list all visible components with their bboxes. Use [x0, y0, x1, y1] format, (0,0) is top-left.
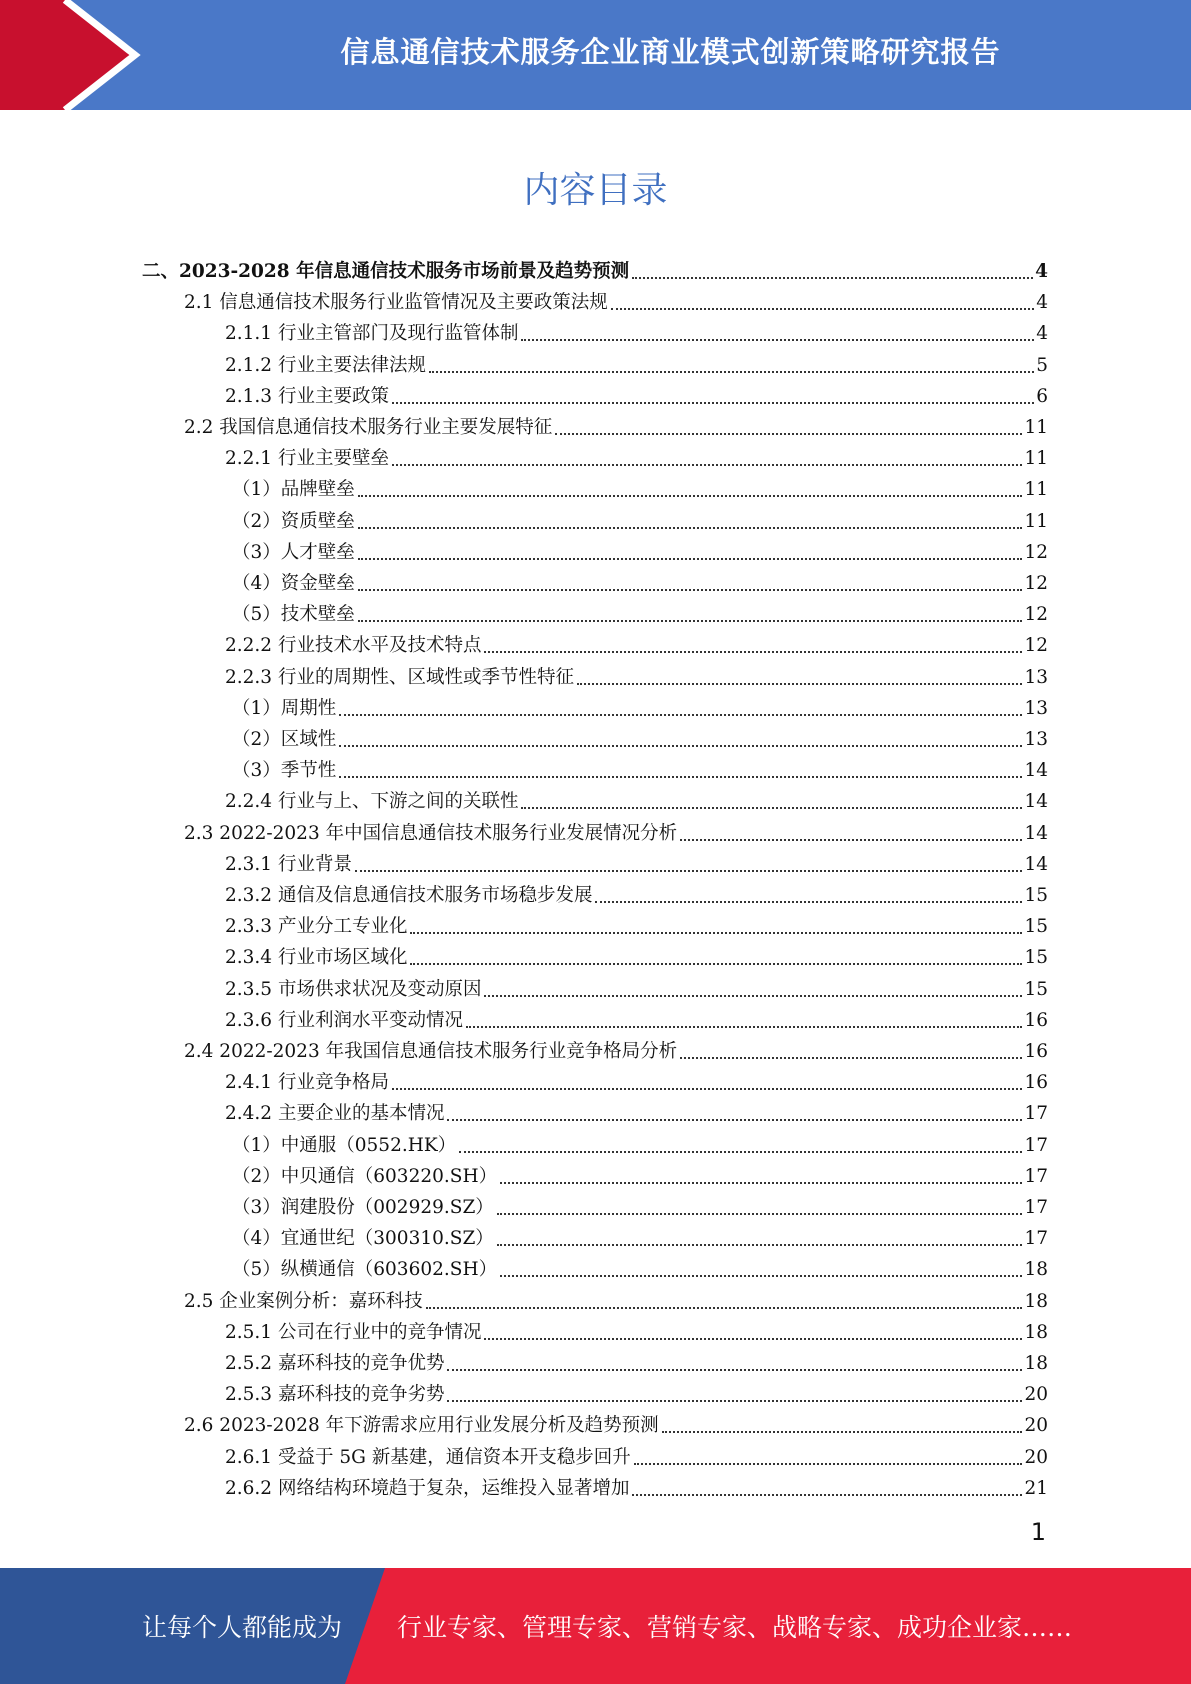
toc-entry-page: 13: [1024, 666, 1048, 688]
toc-entry-page: 15: [1024, 947, 1048, 969]
toc-entry[interactable]: [232, 472, 1048, 503]
toc-entry[interactable]: [232, 1221, 1048, 1252]
toc-dot-leader: [410, 932, 1022, 934]
toc-entry-page: 11: [1024, 479, 1048, 501]
toc-entry-label: （5）技术壁垒: [232, 604, 355, 626]
toc-entry-label: 2.3.5 市场供求状况及变动原因: [225, 978, 482, 1000]
toc-entry-label: （3）人才壁垒: [232, 541, 355, 563]
toc-entry-page: 11: [1024, 448, 1048, 470]
toc-dot-leader: [459, 1151, 1022, 1153]
toc-entry-label: （1）品牌壁垒: [232, 479, 355, 501]
toc-dot-leader: [447, 1119, 1022, 1121]
toc-entry[interactable]: [225, 847, 1048, 878]
toc-dot-leader: [632, 277, 1033, 279]
toc-dot-leader: [358, 620, 1023, 622]
toc-entry-page: 17: [1024, 1134, 1048, 1156]
report-title: 信息通信技术服务企业商业模式创新策略研究报告: [340, 34, 1001, 69]
toc-dot-leader: [497, 1244, 1023, 1246]
toc-entry-page: 15: [1024, 885, 1048, 906]
toc-entry[interactable]: [184, 1408, 1048, 1439]
toc-dot-leader: [497, 1213, 1023, 1215]
toc-dot-leader: [521, 807, 1022, 809]
toc-entry-page: 12: [1024, 541, 1048, 563]
toc-entry-page: 4: [1036, 323, 1048, 345]
toc-dot-leader: [595, 901, 1022, 903]
toc-entry-label: 2.3.3 产业分工专业化: [225, 916, 408, 938]
toc-entry-page: 18: [1024, 1321, 1048, 1343]
toc-entry-label: 2.1.3 行业主要政策: [225, 385, 389, 407]
toc-entry-label: （5）纵横通信（603602.SH）: [232, 1259, 498, 1281]
toc-entry-page: 18: [1024, 1290, 1048, 1312]
toc-entry[interactable]: [225, 628, 1048, 659]
toc-entry-page: 13: [1024, 697, 1048, 719]
toc-dot-leader: [392, 464, 1022, 466]
toc-entry[interactable]: [142, 254, 1048, 285]
toc-dot-leader: [426, 1307, 1023, 1309]
toc-entry-label: 2.3.4 行业市场区域化: [225, 947, 408, 969]
toc-entry[interactable]: [225, 660, 1048, 691]
toc-entry[interactable]: [232, 1159, 1048, 1190]
toc-entry[interactable]: [225, 1377, 1048, 1408]
toc-entry-page: 14: [1024, 822, 1048, 844]
toc-entry-label: （4）资金壁垒: [232, 573, 355, 594]
toc-entry-label: 2.2.4 行业与上、下游之间的关联性: [225, 791, 519, 813]
toc-entry-page: 21: [1024, 1477, 1048, 1499]
toc-entry-page: 17: [1024, 1197, 1048, 1218]
toc-entry[interactable]: [232, 566, 1048, 597]
toc-dot-leader: [484, 651, 1022, 653]
page-footer: [0, 1568, 1191, 1684]
toc-dot-leader: [358, 558, 1023, 560]
page-number: 1: [1030, 1518, 1046, 1546]
toc-entry[interactable]: [225, 878, 1048, 909]
footer-slogan-left: 让每个人都能成为: [142, 1613, 343, 1642]
toc-dot-leader: [484, 1338, 1022, 1340]
toc-entry-label: 2.2.2 行业技术水平及技术特点: [225, 635, 482, 657]
toc-dot-leader: [429, 371, 1034, 373]
toc-entry-page: 12: [1024, 604, 1048, 626]
toc-entry-label: 2.1 信息通信技术服务行业监管情况及主要政策法规: [184, 292, 608, 314]
toc-entry-label: 2.4.1 行业竞争格局: [225, 1072, 389, 1094]
toc-entry-page: 11: [1024, 510, 1048, 532]
toc-entry[interactable]: [225, 348, 1048, 379]
toc-entry[interactable]: [225, 972, 1048, 1003]
toc-entry-page: 11: [1024, 417, 1048, 438]
toc-entry-label: 2.1.2 行业主要法律法规: [225, 354, 426, 376]
toc-heading: 内容目录: [523, 170, 668, 211]
toc-entry[interactable]: [225, 1065, 1048, 1096]
toc-entry-label: 2.5.3 嘉环科技的竞争劣势: [225, 1384, 445, 1406]
toc-dot-leader: [662, 1431, 1023, 1433]
toc-entry[interactable]: [225, 940, 1048, 971]
toc-entry[interactable]: [225, 909, 1048, 940]
toc-dot-leader: [339, 745, 1022, 747]
toc-entry[interactable]: [225, 379, 1048, 410]
header-red-arrow-shape: [0, 0, 160, 110]
toc-dot-leader: [555, 433, 1022, 435]
toc-entry[interactable]: [184, 285, 1048, 316]
toc-entry-label: （3）季节性: [232, 760, 337, 782]
toc-dot-leader: [500, 1182, 1022, 1184]
toc-dot-leader: [447, 1369, 1022, 1371]
toc-entry-page: 20: [1024, 1415, 1048, 1437]
toc-entry[interactable]: [225, 1003, 1048, 1034]
toc-entry[interactable]: [225, 441, 1048, 472]
toc-dot-leader: [392, 402, 1034, 404]
toc-entry-page: 15: [1024, 916, 1048, 938]
toc-entry-label: 2.2.1 行业主要壁垒: [225, 448, 389, 470]
toc-entry[interactable]: [232, 1128, 1048, 1159]
toc-entry-label: 2.3 2022-2023 年中国信息通信技术服务行业发展情况分析: [184, 822, 678, 844]
toc-dot-leader: [447, 1400, 1022, 1402]
toc-entry-page: 18: [1024, 1259, 1048, 1281]
toc-entry[interactable]: [184, 816, 1048, 847]
toc-entry-page: 17: [1024, 1228, 1048, 1250]
toc-entry-page: 14: [1024, 760, 1048, 782]
toc-entry-label: 2.5 企业案例分析：嘉环科技: [184, 1290, 423, 1312]
toc-entry-page: 4: [1035, 261, 1048, 282]
toc-entry-label: 2.4.2 主要企业的基本情况: [225, 1103, 445, 1125]
toc-dot-leader: [392, 1088, 1022, 1090]
toc-entry-label: 2.4 2022-2023 年我国信息通信技术服务行业竞争格局分析: [184, 1041, 678, 1062]
toc-dot-leader: [358, 589, 1023, 591]
toc-entry-page: 4: [1036, 292, 1048, 314]
toc-entry[interactable]: [184, 1284, 1048, 1315]
toc-dot-leader: [355, 870, 1023, 872]
toc-entry[interactable]: [225, 1096, 1048, 1127]
toc-entry[interactable]: [184, 410, 1048, 441]
toc-entry-label: （2）区域性: [232, 729, 337, 750]
toc-entry-label: 2.3.1 行业背景: [225, 853, 352, 875]
toc-entry[interactable]: [232, 691, 1048, 722]
toc-entry-page: 14: [1024, 791, 1048, 813]
toc-entry-label: 2.1.1 行业主管部门及现行监管体制: [225, 323, 519, 345]
toc-entry-page: 20: [1024, 1446, 1048, 1468]
toc-entry[interactable]: [232, 1252, 1048, 1283]
toc-entry[interactable]: [225, 784, 1048, 815]
toc-entry-label: 2.6.2 网络结构环境趋于复杂，运维投入显著增加: [225, 1477, 630, 1499]
toc-entry-label: 2.3.6 行业利润水平变动情况: [225, 1009, 463, 1031]
toc-dot-leader: [500, 1275, 1022, 1277]
toc-dot-leader: [466, 1026, 1022, 1028]
toc-entry[interactable]: [225, 1346, 1048, 1377]
toc-entry-page: 12: [1024, 573, 1048, 594]
toc-dot-leader: [680, 839, 1022, 841]
toc-entry[interactable]: [225, 1471, 1048, 1502]
toc-entry-label: （4）宜通世纪（300310.SZ）: [232, 1228, 494, 1250]
page-header: [0, 0, 1191, 110]
toc-entry-label: （2）中贝通信（603220.SH）: [232, 1165, 498, 1187]
toc-entry-page: 13: [1024, 729, 1048, 750]
toc-entry-label: 2.3.2 通信及信息通信技术服务市场稳步发展: [225, 885, 593, 906]
toc-entry-label: 2.6.1 受益于 5G 新基建，通信资本开支稳步回升: [225, 1446, 631, 1468]
toc-entry-label: 2.2.3 行业的周期性、区域性或季节性特征: [225, 666, 574, 688]
footer-slogan-right: 行业专家、管理专家、营销专家、战略专家、成功企业家……: [397, 1613, 1073, 1642]
toc-entry-page: 16: [1024, 1009, 1048, 1031]
toc-entry[interactable]: [232, 535, 1048, 566]
toc-entry-label: （1）中通服（0552.HK）: [232, 1134, 457, 1156]
toc-entry-page: 14: [1024, 853, 1048, 875]
toc-dot-leader: [358, 527, 1023, 529]
toc-entry-page: 6: [1036, 385, 1048, 407]
toc-entry-page: 16: [1024, 1072, 1048, 1094]
toc-dot-leader: [484, 995, 1022, 997]
toc-dot-leader: [634, 1463, 1023, 1465]
toc-entry-label: 2.6 2023-2028 年下游需求应用行业发展分析及趋势预测: [184, 1415, 659, 1437]
toc-dot-leader: [339, 776, 1022, 778]
toc-dot-leader: [339, 714, 1022, 716]
toc-entry-label: 2.5.2 嘉环科技的竞争优势: [225, 1353, 445, 1374]
toc-entry-page: 17: [1024, 1103, 1048, 1125]
toc-entry-page: 12: [1024, 635, 1048, 657]
toc-dot-leader: [680, 1057, 1022, 1059]
toc-entry[interactable]: [232, 722, 1048, 753]
toc-entry[interactable]: [232, 504, 1048, 535]
toc-entry-label: 二、2023-2028 年信息通信技术服务市场前景及趋势预测: [142, 261, 630, 282]
toc-entry-label: （3）润建股份（002929.SZ）: [232, 1197, 494, 1218]
toc-entry-page: 15: [1024, 978, 1048, 1000]
toc-entry-page: 16: [1024, 1041, 1048, 1062]
toc-entry[interactable]: [225, 1440, 1048, 1471]
toc-entry[interactable]: [232, 597, 1048, 628]
toc-dot-leader: [410, 963, 1022, 965]
toc-dot-leader: [632, 1494, 1022, 1496]
toc-entry[interactable]: [184, 1034, 1048, 1065]
toc-entry[interactable]: [232, 753, 1048, 784]
toc-entry[interactable]: [232, 1190, 1048, 1221]
toc-entry-label: （1）周期性: [232, 697, 337, 719]
toc-dot-leader: [358, 495, 1023, 497]
toc-entry[interactable]: [225, 316, 1048, 347]
toc-entry-page: 17: [1024, 1165, 1048, 1187]
toc-dot-leader: [577, 683, 1022, 685]
toc-entry[interactable]: [225, 1315, 1048, 1346]
toc-entry-label: 2.2 我国信息通信技术服务行业主要发展特征: [184, 417, 553, 438]
toc-entry-page: 20: [1024, 1384, 1048, 1406]
toc-entry-label: 2.5.1 公司在行业中的竞争情况: [225, 1321, 482, 1343]
toc-dot-leader: [611, 308, 1034, 310]
toc-dot-leader: [521, 339, 1034, 341]
toc-entry-label: （2）资质壁垒: [232, 510, 355, 532]
toc-entry-page: 18: [1024, 1353, 1048, 1374]
toc-entry-page: 5: [1036, 354, 1048, 376]
